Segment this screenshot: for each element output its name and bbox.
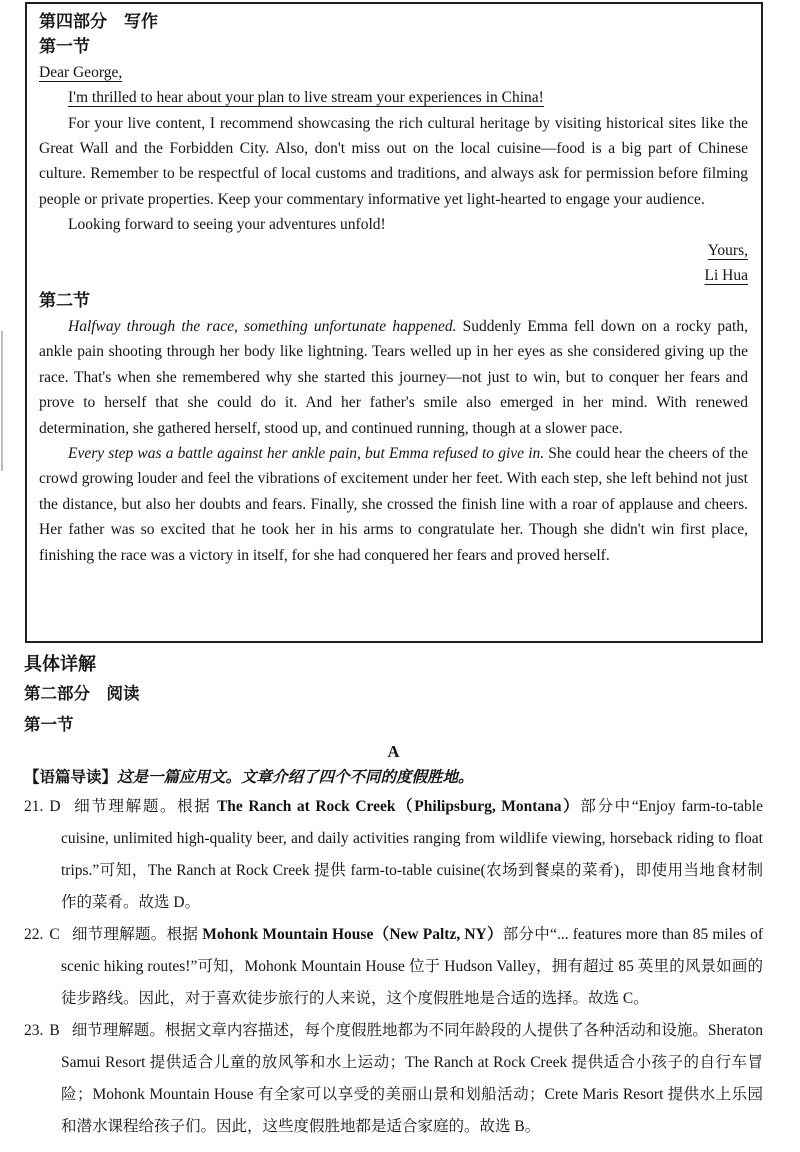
- writing-section2-heading: 第二节: [39, 291, 90, 311]
- letter-opening-sentence: I'm thrilled to hear about your plan to live stream your experiences in China!: [68, 89, 544, 107]
- answer-item-22: [24, 919, 763, 1015]
- scan-edge-artifact: [1, 331, 3, 471]
- explanation-text-pre: 细节理解题。根据文章内容描述，每个度假胜地都为不同年龄段的人提供了各种活动和设施。Sheraton Samui Resort 提供适合儿童的放风筝和水上运动；The Ranch at Rock Creek 提供适合小孩子的自行车冒险；Mohonk Mountain House 有全家可以享受的美丽山景和划船活动；Crete Maris Resort 提供水上乐园和潜水课程给孩子们。因此，这些度假胜地都是适合家庭的。故选 B。: [61, 1022, 763, 1135]
- letter-signature-line: [39, 263, 748, 288]
- writing-model-answer-box: [25, 2, 763, 643]
- explanation-text-pre: 细节理解题。根据: [71, 926, 203, 943]
- explanation-bold-ref: The Ranch at Rock Creek（Philipsburg, Montana）: [216, 798, 581, 815]
- passage-guide-line: [24, 764, 763, 791]
- letter-salutation-line: [39, 60, 748, 85]
- letter-signature: Li Hua: [704, 267, 748, 285]
- story-paragraph-2-lead: Every step was a battle against her ankle pain, but Emma refused to give in.: [68, 444, 545, 462]
- guide-text: 这是一篇应用文。文章介绍了四个不同的度假胜地。: [117, 769, 474, 786]
- explanation-bold-ref: Mohonk Mountain House（New Paltz, NY）: [202, 926, 503, 943]
- reading-section-heading: 第一节: [24, 716, 74, 734]
- writing-part-heading: 第四部分 写作: [39, 12, 158, 31]
- explanation-heading: 具体详解: [24, 654, 96, 674]
- story-paragraph-1-text: Suddenly Emma fell down on a rocky path, ankle pain shooting through her body like lightning. Tears welled up in her eyes as she considered giving up the race. That's when she remembered why she started this journey—not just to win, but to conquer her fears and prove to herself that she could do it. And her father's smile also emerged in her mind. With renewed determination, she gathered herself, stood up, and continued running, though at a slower pace.: [39, 317, 748, 437]
- letter-salutation: Dear George,: [39, 63, 123, 81]
- letter-closing-line: Looking forward to seeing your adventures unfold!: [68, 216, 386, 234]
- letter-body-paragraph: For your live content, I recommend showcasing the rich cultural heritage by visiting historical sites like the Great Wall and the Forbidden City. Also, don't miss out on the local cuisine—food is a big part of Chinese culture. Remember to be respectful of local customs and traditions, and always ask for permission before filming people or private properties. Keep your commentary informative yet light-hearted to engage your audience.: [39, 114, 748, 208]
- explanation-text-pre: 细节理解题。根据: [72, 798, 217, 815]
- story-paragraph-1-lead: Halfway through the race, something unfortunate happened.: [68, 317, 457, 335]
- explanation-section: [24, 649, 763, 1143]
- story-paragraph-2: [39, 441, 748, 568]
- explanation-text-rest: 部分中“Enjoy farm-to-table cuisine, unlimited high-quality beer, and daily activities ranging from wildlife viewing, horseback riding to float trips.”可知，The Ranch at Rock Creek 提供 farm-to-table cuisine(农场到餐桌的菜肴)，即使用当地食材制作的菜肴。故选 D。: [61, 798, 763, 911]
- writing-section1-heading: 第一节: [39, 37, 90, 57]
- answer-letter: B: [49, 1022, 60, 1039]
- story-paragraph-1: [39, 314, 748, 441]
- answer-item-21: [24, 791, 763, 919]
- question-number: 21.: [24, 798, 44, 815]
- letter-opening-line: [39, 85, 748, 110]
- story-paragraph-2-text: She could hear the cheers of the crowd growing louder and feel the vibrations of excitement under her feet. With each step, she left behind not just the distance, but also her doubts and fears. Finally, she crossed the finish line with a roar of applause and cheers. Her father was so excited that he took her in his arms to congratulate her. Though she didn't win first place, finishing the race was a victory in itself, for she had conquered her fears and proved herself.: [39, 444, 748, 564]
- reading-part-heading: 第二部分 阅读: [24, 685, 140, 703]
- explanation-text-rest: 部分中“... features more than 85 miles of scenic hiking routes!”可知，Mohonk Mountain House 位于 Hudson Valley，拥有超过 85 英里的风景如画的徒步路线。因此，对于喜欢徒步旅行的人来说，这个度假胜地是合适的选择。故选 C。: [61, 926, 763, 1007]
- question-number: 23.: [24, 1022, 44, 1039]
- letter-signoff: Yours,: [707, 241, 748, 259]
- question-number: 22.: [24, 926, 44, 943]
- answer-letter: C: [49, 926, 60, 943]
- answer-item-23: [24, 1015, 763, 1143]
- passage-label: A: [387, 742, 400, 761]
- answer-letter: D: [49, 798, 61, 815]
- letter-signoff-line: [39, 238, 748, 263]
- guide-label: 【语篇导读】: [24, 769, 118, 786]
